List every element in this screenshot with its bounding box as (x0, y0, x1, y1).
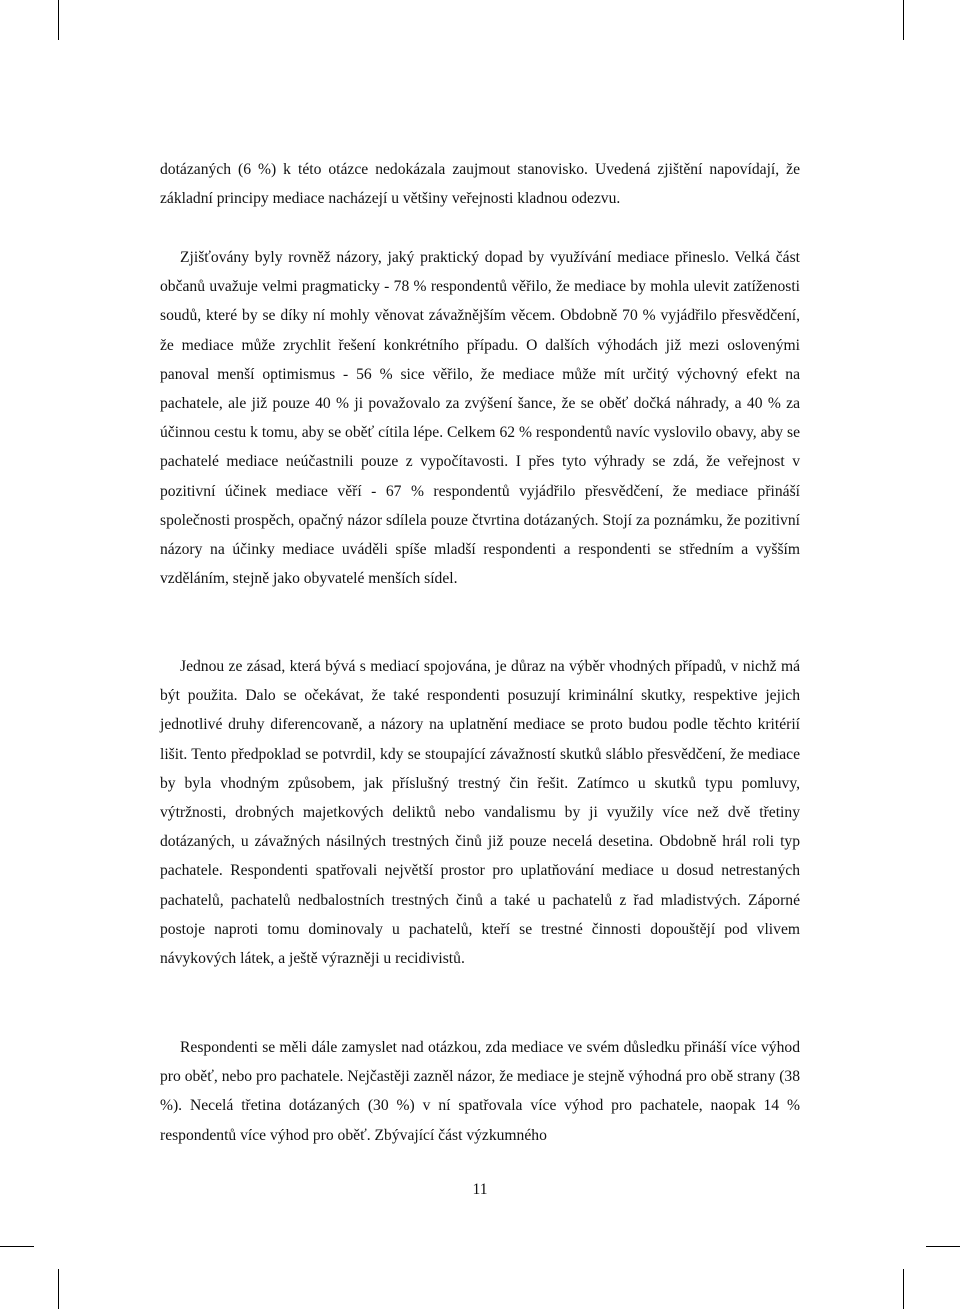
paragraph-3-text: Jednou ze zásad, která bývá s mediací spojována, je důraz na výběr vhodných případů, v nichž má být použita. Dalo se očekávat, že také respondenti posuzují kriminální skutky, respektive jejich jednotlivé druhy diferencovaně, a názory na uplatnění mediace se proto budou podle těchto kritérií lišit. Tento předpoklad se potvrdil, kdy se stoupající závažností skutků sláblo přesvědčení, že mediace by byla vhodným způsobem, jak příslušný trestný čin řešit. Zatímco u skutků typu pomluvy, výtržnosti, drobných majetkových deliktů nebo vandalismu by ji využily více než dvě třetiny dotázaných, u závažných násilných trestných činů již pouze necelá desetina. Obdobně hrál roli typ pachatele. Respondenti spatřovali největší prostor pro uplatňování mediace u dosud netrestaných pachatelů, pachatelů nedbalostních trestných činů a také u pachatelů z řad mladistvých. Záporné postoje naproti tomu dominovaly u pachatelů, kteří se trestné činnosti dopouštějí pod vlivem návykových látek, a ještě výrazněji u recidivistů. (160, 658, 800, 968)
paragraph-2-text: Zjišťovány byly rovněž názory, jaký praktický dopad by využívání mediace přineslo. Velká část občanů uvažuje velmi pragmaticky - 78 % respondentů věřilo, že mediace by mohla ulevit zatíženosti soudů, které by se díky ní mohly věnovat závažnějším věcem. Obdobně 70 % vyjádřilo přesvědčení, že mediace může zrychlit řešení konkrétního případu. O dalších výhodách již mezi oslovenými panoval menší optimismus - 56 % sice věřilo, že mediace může mít určitý výchovný efekt na pachatele, ale již pouze 40 % ji považovalo za zvýšení šance, že se oběť dočká náhrady, a 40 % za účinnou cestu k tomu, aby se oběť cítila lépe. Celkem 62 % respondentů navíc vyslovilo obavy, aby se pachatelé mediace neúčastnili pouze z vypočítavosti. I přes tyto výhrady se zdá, že veřejnost v pozitivní účinek mediace věří - 67 % respondentů vyjádřilo přesvědčení, že mediace přináší společnosti prospěch, opačný názor sdílela pouze čtvrtina dotázaných. Stojí za poznámku, že pozitivní názory na účinky mediace uváděli spíše mladší respondenti a respondenti se středním a vyšším vzděláním, stejně jako obyvatelé menších sídel. (160, 249, 800, 588)
paragraph-4 (160, 1033, 800, 1150)
crop-mark-bottom-right (903, 1269, 904, 1309)
crop-mark-top-left (58, 0, 59, 40)
crop-mark-bottom-left (58, 1269, 59, 1309)
page-number: 11 (472, 1181, 488, 1198)
crop-mark-right-middle (926, 1246, 960, 1247)
paragraph-3 (160, 652, 800, 973)
paragraph-1 (160, 155, 800, 213)
paragraph-1-text: dotázaných (6 %) k této otázce nedokázala zaujmout stanovisko. Uvedená zjištění napovídají, že základní principy mediace nacházejí u většiny veřejnosti kladnou odezvu. (160, 161, 800, 208)
paragraph-4-text: Respondenti se měli dále zamyslet nad otázkou, zda mediace ve svém důsledku přináší více výhod pro oběť, nebo pro pachatele. Nejčastěji zazněl názor, že mediace je stejně výhodná pro obě strany (38 %). Necelá třetina dotázaných (30 %) v ní spatřovala více výhod pro pachatele, naopak 14 % respondentů více výhod pro oběť. Zbývající část výzkumného (160, 1039, 800, 1144)
crop-mark-left-middle (0, 1246, 34, 1247)
paragraph-2 (160, 243, 800, 593)
crop-mark-top-right (903, 0, 904, 40)
